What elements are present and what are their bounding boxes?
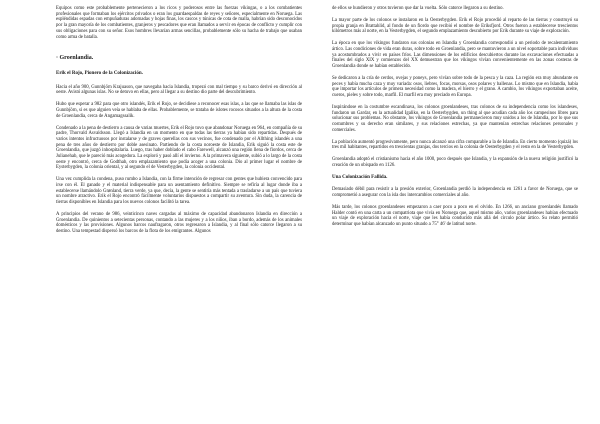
section-subheading: Erik el Rojo, Pionero de la Colonización. (56, 70, 143, 76)
paragraph: Una vez cumplida la condena, puso rumbo a Islandia, con la firme intención de regresar con gentes que hubiera convencido para irse con él. El ganado y el material indispensable para un asentamiento definitivo. Siempre se refiría al lugar donde iba a establecerse llamándolo Grønland, tierra verde, ya que, decía, la gente se sentiría más tentada a trasladarse a un país que tuviera un nombre atractivo. Erik el Rojo encontró fácilmente voluntarios dispuestos a compartir su aventura. Sin duda, la carencia de tierras disponibles en Islandia para los nuevos colonos facilitó la tarea. (56, 177, 302, 206)
paragraph: Equipos como este probablemente pertenecieron a los ricos y poderosos entre las fuerzas vikingas, o a los combatientes profesionales que formaban los ejércitos privados o eran los guardaespaldas de reyes y señores, especialmente en Noruega. Las espléndidas espadas con empuñaduras adornadas y hojas finas, los cascos y túnicas de cota de malla, habrían sido desconocidos por la gran mayoría de los combatientes, granjeros y pescadores que eran llamados a servir en épocas de conflicto y cumplir con sus obligaciones para con su señor. Esos hombres llevarían armas sencillas, probablemente sólo su hacha de trabajo que usaban como arma de batalla. (56, 6, 302, 40)
left-column (56, 6, 302, 424)
paragraph: Se dedicaron a la cría de cerdos, ovejas y poneys, pero vivían sobre todo de la pesca y la caza. La región era muy abundante en peces y había mucha caza y muy variada: osos, liebres, focas, morsas, osos polares y ballenas. Lo mismo que en Islandia, había que importar los artículos de primera necesidad como la madera, el hierro y el grano. A cambio, los vikingos exportaban aceite, cueros, pieles y sobre todo, marfil. El marfil era muy preciado en Europa. (332, 75, 578, 98)
paragraph: Condenado a la pena de destierro a causa de varias muertes, Erik el Rojo tuvo que abandonar Noruega en 964, en compañía de su padre, Thorvald Asvaldsson. Llegó a Islandia en un momento en que todas las tierras ya habían sido repartidas. Después de varios intentos infructuosos por instalarse y de graves querellas con sus vecinos, fue condenado por el Allthing islandés a una pena de tres años de destierro por doble asesinato. Partiendo de la costa noroeste de Islandia, Erik siguió la costa este de Groenlandia, que juzgó inhospitalaria. Luego, tras haber doblado el cabo Farewell, alcanzó una región llena de fiordos, cerca de Julianehab, que le pareció más acogedora. La exploró y pasó allí el invierno. A la primavera siguiente, subió a lo largo de la costa oeste y encontró, cerca de Godthab, otro emplazamiento que podía acoger a una colonia. Dio al primer lugar el nombre de Eysterbygden, la colonia oriental, y al segundo el de Vesterbygden, la colonia occidental. (56, 125, 302, 171)
section-subheading: Una Colonización Fallida. (332, 174, 388, 180)
paragraph: La población aumentó progresivamente, pero nunca alcanzó una cifra comparable a la de Islandia. En cierto momento (quizá) los tres mil habitantes, repartidos en trescientas granjas, dos tercios en la colonia de Oesterbygden y el resto en la de Vesterbygden. (332, 139, 578, 151)
paragraph: Hacia el año 900, Gunnbjörn Krajuason, que navegaba hacia Islandia, tropezó con mal tiempo y su barco derivó en dirección al oeste. Avistó algunas islas. No se detuvo en ellas, pero al llegar a su destino dio parte del descubrimiento. (56, 84, 302, 96)
paragraph: Más tarde, los colonos groenlandeses empezaron a caer poco a poco en el olvido. En 1266, un anciano groenlandés llamado Halder contó en una carta a un compatriota que vivía en Noruega que, aquel mismo año, varios groenlandeses habían efectuado un viaje de exploración hacia el norte, viaje que les había conducido más allá del círculo polar ártico. Su relato permitió determinar que habían alcanzado un punto situado a 75° 46' de latitud norte. (332, 205, 578, 228)
paragraph: Hubo que esperar a 982 para que otro islandés, Erik el Rojo, se decidiese a reconocer esas islas, a las que se llamaba las islas de Gunnbjörn, si es que alguien veía se hablaba de ellas. Probablemente, se trataba de islotes rocosos situados a la altura de la costa de Groenlandia, cerca de Angamagssalik. (56, 102, 302, 119)
paragraph: La mayor parte de los colonos se instalaron en la Oesterbygden. Erik el Rojo procedió al reparto de las tierras y construyó su propia granja en Brattahlid, al fondo de un fiordo que recibió el nombre de Eriksfjord. Otros fueron a establecerse trescientos kilómetros más al norte, en la Vesterbygden, el segundo emplazamiento descubierto por Erik durante su viaje de exploración. (332, 17, 578, 35)
right-column (332, 6, 578, 424)
section-heading: · Groenlandia. (56, 55, 94, 62)
paragraph: Demasiado débil para resistir a la presión exterior, Groenlandia perdió la independencia en 1261 a favor de Noruega, que se comprometió a asegurar con la isla dos intercambios comerciales al año. (332, 187, 578, 199)
paragraph: Groenlandia adoptó el cristianismo hacia el año 1000, poco después que Islandia, y la expansión de la nueva religión justificó la creación de un obispado en 1126. (332, 157, 578, 168)
paragraph: La época en que los vikingos fundaron sus colonias en Islandia y Groenlandia correspondió a un periodo de recalentamiento ártico. Las condiciones de vida eran duras, sobre todo en Groenlandia, pero se mantuvieron a un nivel soportable para individuos ya acostumbrados a vivir en países fríos. Las dimensiones de los edificios descubiertos durante las excavaciones efectuadas a finales del siglo XIX y comienzos del XX demuestran que los vikingos vivían convenientemente en las zonas costeras de Groenlandia donde se habían establecido. (332, 41, 578, 69)
paragraph: Inspirándose en la costumbre escandinava, los colonos groenlandeses, tras colonos de su independencia como los islandeses, fundaron un Gardar, en la actualidad Igaliko, en la Oesterbygden, un thing al que acudían cada año los campesinos libres para solucionar sus problemas. No obstante, los vikingos de Groenlandia permanecieron muy unidos a los de Islandia, por lo que sus costumbres y su derecho eran similares, y sus relaciones estrechas, ya que mantenían estrechas relaciones personales y comerciales. (332, 104, 578, 133)
paragraph: A principios del verano de 986, veinticinco naves cargadas al máximo de capacidad abandonaron Islandia en dirección a Groenlandia. De quinientos a setecientas personas, contando a las mujeres y a los niños, iban a bordo, además de los animales domésticos y las provisiones. Algunos barcos naufragaron, otros regresaron a Islandia, y al final sólo catorce llegaron a su destino. Una tempestad dispersó los barcos de la flota de los emigrantes. Algunos (56, 212, 302, 235)
paragraph: de ellos se hundieron y otros tuvieron que dar la vuelta. Sólo catorce llegaron a su destino. (332, 6, 504, 11)
